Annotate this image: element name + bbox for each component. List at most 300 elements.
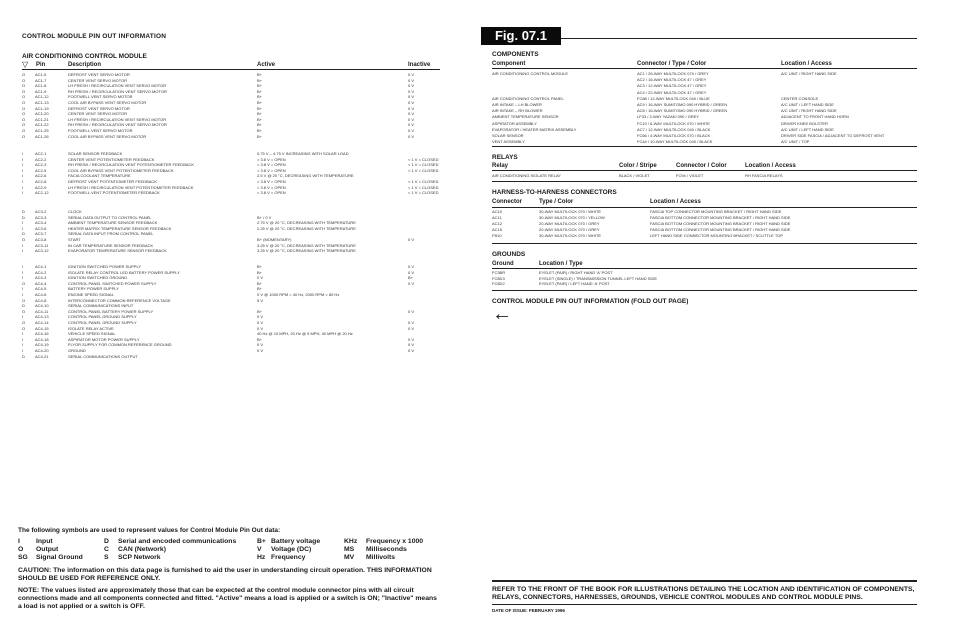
component-location: ADJACENT TO FRONT HAND HORN [781, 114, 849, 120]
pin-type: I [22, 248, 24, 254]
pin-type: I [22, 242, 24, 248]
pin-row [0, 354, 440, 359]
pin-active: B+ [257, 100, 263, 105]
pin-description: CLOCK [68, 209, 82, 214]
pin-description: RH FRESH / RECIRCULATION VENT SERVO MOTOR [68, 88, 167, 94]
pin-type: D [22, 303, 25, 309]
pin-active: B+ [257, 133, 263, 139]
pin-type: O [22, 77, 26, 83]
pin-inactive: 0 V [408, 105, 415, 111]
pin-type: D [22, 214, 25, 220]
pin-row [0, 179, 440, 184]
legend-intro: The following symbols are used to represent values for Control Module Pin Out data: [18, 527, 281, 534]
pin-type: I [22, 331, 24, 337]
pin-type: I [22, 314, 24, 320]
legend-meaning: Output [36, 546, 59, 553]
table-row [0, 77, 954, 82]
pin-type: I [22, 275, 24, 281]
pin-active: B+ [257, 286, 263, 292]
pin-description: IGNITION SWITCHED POWER SUPPLY [68, 264, 142, 269]
col-header-description: Description [68, 62, 102, 68]
pin-id: AC3-2 [35, 209, 47, 214]
h2h-connector: AC15 [492, 227, 503, 232]
pin-type: O [22, 133, 26, 139]
section-title: AIR CONDITIONING CONTROL MODULE [22, 53, 147, 60]
legend-symbol: I [18, 538, 20, 545]
table-row [0, 121, 954, 126]
pin-description: FACIA COOLANT TEMPERATURE [68, 173, 131, 179]
legend-symbol: V [257, 546, 262, 553]
pin-active: B+ [257, 111, 263, 117]
pin-description: ISOLATE RELAY ACTIVE [68, 325, 114, 331]
pin-active: B+ [257, 105, 263, 111]
pin-active: 2.75 V @ 20 °C, DECREASING WITH TEMPERATURE [257, 220, 356, 226]
legend-col-2 [104, 538, 236, 562]
relays-end-rule [492, 181, 917, 182]
pin-id: AC4-11 [35, 308, 49, 314]
pin-active: B+ (MOMENTARY) [257, 237, 292, 242]
components-end-rule [492, 146, 917, 147]
pin-type: O [22, 88, 26, 94]
pin-inactive: 0 V [408, 308, 415, 314]
pin-id: AC2-8 [35, 179, 47, 184]
pin-description: LH FRESH / RECIRCULATION VENT SERVO MOTOR [68, 116, 167, 122]
pin-inactive: < 1 V = CLOSED [408, 190, 439, 196]
pin-id: AC4-15 [35, 325, 49, 331]
pin-active: > 3.8 V = OPEN [257, 190, 286, 196]
pin-inactive: 0 V [408, 100, 415, 105]
pin-active: 0 V [257, 320, 264, 325]
pin-inactive: 0 V [408, 269, 415, 275]
header-rule [22, 69, 440, 70]
component-connector: AC1 / 26-WAY MULTILOCK 070 / GREY [637, 71, 709, 76]
pin-id: AC4-4 [35, 280, 47, 286]
pin-id: AC4-10 [35, 303, 49, 309]
legend-meaning: Voltage (DC) [271, 546, 312, 553]
component-location: A/C UNIT / LEFT HAND SIDE [781, 126, 834, 132]
pin-active: 0 V [257, 325, 264, 331]
pin-description: ASPIRATOR MOTOR POWER SUPPLY [68, 336, 140, 342]
pin-description: CENTER VENT SERVO MOTOR [68, 111, 128, 117]
component-connector: AC3 / 12-WAY MULTILOCK 47 / GREY [637, 83, 707, 89]
pin-inactive: < 1 V = CLOSED [408, 179, 439, 184]
pin-id: AC1-19 [35, 105, 49, 111]
table-row [0, 127, 954, 132]
pin-id: AC2-5 [35, 167, 47, 173]
pin-id: AC3-4 [35, 220, 47, 226]
col-header-active: Active [257, 62, 276, 68]
pin-type: O [22, 122, 26, 128]
legend-entry [344, 546, 423, 554]
component-connector: FC44 / 10-WAY MULTILOCK 040 / BLACK [637, 139, 713, 145]
h2h-type: 30-WAY MULTILOCK 070 / WHITE [539, 233, 602, 238]
pin-description: DEFROST VENT SERVO MOTOR [68, 105, 130, 111]
pin-inactive: B+ [408, 275, 414, 281]
pin-description: FOOTWELL VENT POTENTIOMETER FEEDBACK [68, 190, 160, 196]
table-row [0, 276, 954, 281]
footer-rule [492, 580, 917, 582]
pin-type: I [22, 162, 24, 168]
pin-row [0, 243, 440, 248]
pin-inactive: < 1 V = CLOSED [408, 156, 439, 162]
pin-id: AC1-5 [35, 72, 47, 77]
pin-type: I [22, 156, 24, 162]
pin-active: B+ [257, 94, 263, 100]
table-row [0, 227, 954, 232]
pin-description: EVAPORATOR TEMPERATURE SENSOR FEEDBACK [68, 248, 167, 254]
pin-inactive: < 1 V = CLOSED [408, 162, 439, 168]
components-header-location: Location / Access [781, 61, 832, 67]
legend-entry [18, 546, 83, 554]
pin-inactive: 0 V [408, 325, 415, 331]
legend-symbol: Hz [257, 554, 266, 561]
date-rule [492, 604, 917, 605]
legend-symbol: D [104, 538, 109, 545]
pin-active: B+ [257, 264, 263, 269]
pin-row [0, 326, 440, 331]
h2h-type: 20-WAY MULTILOCK 070 / GREY [539, 227, 600, 232]
pin-type: I [22, 269, 24, 275]
table-row [0, 71, 954, 76]
pin-id: AC4-1 [35, 264, 47, 269]
grounds-title: GROUNDS [492, 251, 526, 258]
legend-entry [104, 554, 236, 562]
h2h-rule [492, 207, 917, 208]
pin-description: AMBIENT TEMPERATURE SENSOR FEEDBACK [68, 220, 158, 226]
pin-description: CONTROL PANEL BATTERY POWER SUPPLY [68, 308, 154, 314]
legend-meaning: Battery voltage [271, 538, 321, 545]
pin-type: O [22, 100, 26, 105]
pin-active: 0 V [257, 342, 264, 348]
pin-type: O [22, 320, 26, 325]
pin-inactive: 0 V [408, 94, 415, 100]
pin-id: AC4-18 [35, 336, 49, 342]
pin-active: 5 V [257, 297, 264, 303]
legend-meaning: CAN (Network) [118, 546, 166, 553]
pin-type: O [22, 237, 26, 242]
pin-description: LH FRESH / RECIRCULATION VENT SERVO MOTOR [68, 83, 167, 89]
legend-symbol: O [18, 546, 24, 553]
pin-id: AC2-9 [35, 184, 47, 190]
pin-inactive: 0 V [408, 122, 415, 128]
h2h-type: 30-WAY MULTILOCK 070 / WHITE [539, 209, 602, 214]
pin-active: > 3.8 V = OPEN [257, 156, 286, 162]
pin-row [0, 314, 440, 319]
h2h-title: HARNESS-TO-HARNESS CONNECTORS [492, 189, 617, 196]
h2h-location: FASCIA BOTTOM CONNECTOR MOUNTING BRACKET / RIGHT HAND SIDE [650, 227, 791, 232]
pin-inactive: 0 V [408, 280, 415, 286]
pin-id: AC2-2 [35, 156, 47, 162]
pin-type: D [22, 353, 25, 359]
pin-description: CONTROL PANEL GROUND SUPPLY [68, 320, 137, 325]
pin-description: BATTERY POWER SUPPLY [68, 286, 119, 292]
pin-id: AC1-12 [35, 94, 49, 100]
foldout-label: CONTROL MODULE PIN OUT INFORMATION (FOLD OUT PAGE) [492, 298, 689, 305]
pin-row [0, 286, 440, 291]
legend-col-3 [257, 538, 320, 562]
pin-id: AC3-11 [35, 242, 49, 248]
pin-inactive: 0 V [408, 88, 415, 94]
legend-symbol: S [104, 554, 109, 561]
pin-id: AC4-5 [35, 286, 47, 292]
col-header-inactive: Inactive [408, 62, 431, 68]
pin-description: GROUND [68, 348, 86, 353]
pin-type: I [22, 220, 24, 226]
relays-title: RELAYS [492, 154, 518, 161]
pin-active: > 3.8 V = OPEN [257, 184, 286, 190]
pin-type: O [22, 308, 26, 314]
table-row [0, 133, 954, 138]
pin-type: O [22, 297, 26, 303]
pin-description: INTERCONNECTOR COMMON REFERENCE VOLTAGE [68, 297, 171, 303]
h2h-end-rule [492, 243, 917, 244]
pin-description: FOOTWELL VENT SERVO MOTOR [68, 128, 133, 133]
pin-description: COOL AIR BYPASS VENT SERVO MOTOR [68, 133, 147, 139]
legend-entry [257, 538, 320, 546]
pin-type: I [22, 348, 24, 353]
pin-id: AC1-22 [35, 122, 49, 128]
component-connector: AC7 / 12-WAY MULTILOCK 040 / BLACK [637, 126, 711, 132]
component-name: AIR INTAKE – RH BLOWER [492, 108, 543, 114]
pin-type: O [22, 83, 26, 89]
relays-header-location: Location / Access [745, 163, 796, 169]
h2h-connector: AC12 [492, 221, 503, 226]
pin-active: 40 Hz @ 10 MPH, 20 Hz @ 5 MPH, 40 MPH @ 20 Hz [257, 331, 353, 337]
relay-color: BLACK / VIOLET [619, 173, 650, 178]
pin-description: RH FRESH / RECIRCULATION VENT SERVO MOTOR [68, 122, 167, 128]
pin-inactive: < 1 V = CLOSED [408, 167, 439, 173]
pin-type: I [22, 342, 24, 348]
h2h-header-type: Type / Color [539, 199, 574, 205]
table-row [0, 233, 954, 238]
legend-symbol: C [104, 546, 109, 553]
pin-active: B+ [257, 269, 263, 275]
component-connector: AC9 / 16-WAY SUMITOMO 090 HYBRID / GREEN [637, 102, 728, 107]
pin-type: D [22, 231, 25, 237]
relay-name: AIR CONDITIONING ISOLATE RELAY [492, 173, 561, 178]
h2h-location: FASCIA BOTTOM CONNECTOR MOUNTING BRACKET / RIGHT HAND SIDE [650, 221, 791, 226]
pin-type: I [22, 264, 24, 269]
h2h-location: FASCIA TOP CONNECTOR MOUNTING BRACKET / RIGHT HAND SIDE [650, 209, 782, 214]
h2h-location: FASCIA BOTTOM CONNECTOR MOUNTING BRACKET / RIGHT HAND SIDE [650, 215, 791, 220]
pin-type: O [22, 280, 26, 286]
pin-id: AC4-19 [35, 342, 49, 348]
legend-meaning: Frequency x 1000 [366, 538, 424, 545]
pin-active: > 3.8 V = OPEN [257, 179, 286, 184]
pin-type: O [22, 128, 26, 133]
relays-header-relay: Relay [492, 163, 509, 169]
component-location: A/C UNIT / RIGHT HAND SIDE [781, 71, 837, 76]
table-row [0, 270, 954, 275]
pin-active: B+ [257, 128, 263, 133]
refer-text: REFER TO THE FRONT OF THE BOOK FOR ILLUSTRATIONS DETAILING THE LOCATION AND IDENTIFICATION OF COMPONENTS, RELAYS, CONNECTORS, HARNESSES, GROUNDS, VEHICLE CONTROL MODULES AND CONTROL MODULE PINS. [492, 586, 915, 601]
pin-id: AC2-6 [35, 173, 47, 179]
pin-id: AC3-12 [35, 248, 49, 254]
ground-id: FC8D3 [492, 275, 505, 281]
pin-id: AC2-12 [35, 190, 49, 196]
legend-entry [344, 554, 423, 562]
legend-symbol: MS [344, 546, 355, 553]
pin-type: I [22, 286, 24, 292]
pin-description: CENTER VENT POTENTIOMETER FEEDBACK [68, 156, 155, 162]
pin-id: AC1-8 [35, 83, 47, 89]
pin-type: I [22, 173, 24, 179]
pin-active: B+ [257, 77, 263, 83]
pin-id: AC1-21 [35, 116, 49, 122]
legend-meaning: Serial and encoded communications [118, 538, 237, 545]
relays-header-color: Color / Stripe [619, 163, 657, 169]
component-name: AIR INTAKE – LH BLOWER [492, 102, 542, 107]
pin-row [0, 151, 440, 156]
legend-meaning: Signal Ground [36, 554, 83, 561]
pin-description: SERIAL COMMUNICATIONS OUTPUT [68, 353, 138, 359]
pin-active: 3.25 V @ 20 °C, DECREASING WITH TEMPERATURE [257, 242, 356, 248]
pin-inactive: 0 V [408, 237, 415, 242]
table-row [0, 102, 954, 107]
h2h-header-connector: Connector [492, 199, 522, 205]
component-connector: AC8 / 16-WAY SUMITOMO 090 HYBRID / GREEN [637, 108, 728, 114]
ground-location: EYELET (SINGLE) / TRANSMISSION TUNNEL LEFT HAND SIDE [539, 275, 658, 281]
pin-inactive: < 1 V = CLOSED [408, 184, 439, 190]
caution-text: CAUTION: The information on this data page is furnished to aid the user in understanding circuit operation. THIS INFORMATION SHOULD BE USED FOR REFERENCE ONLY. [18, 567, 432, 582]
pin-active: > 3.8 V = OPEN [257, 167, 286, 173]
pin-active: B+ / 0 V [257, 214, 272, 220]
pin-type: I [22, 179, 24, 184]
pin-type: I [22, 292, 24, 297]
pin-active: 0 V [257, 348, 264, 353]
legend-entry [257, 546, 320, 554]
legend-meaning: Frequency [271, 554, 306, 561]
pin-active: B+ [257, 280, 263, 286]
component-location: A/C UNIT / TOP [781, 139, 810, 145]
component-connector: AC2 / 16-WAY MULTILOCK 47 / GREY [637, 77, 707, 83]
components-header-connector: Connector / Type / Color [637, 61, 707, 67]
pin-active: B+ [257, 116, 263, 122]
pin-description: CONTROL PANEL GROUND SUPPLY [68, 314, 137, 320]
pin-id: AC4-16 [35, 331, 49, 337]
relays-rule [492, 170, 917, 171]
fig-rule [561, 38, 917, 39]
grounds-header-location: Location / Type [539, 261, 583, 267]
pin-id: AC3-6 [35, 225, 47, 231]
page-title: CONTROL MODULE PIN OUT INFORMATION [22, 33, 167, 40]
table-row [0, 114, 954, 119]
pin-id: AC4-3 [35, 275, 47, 281]
legend-meaning: Millivolts [366, 554, 396, 561]
pin-active: B+ [257, 122, 263, 128]
table-row [0, 209, 954, 214]
pin-id: AC3-8 [35, 237, 47, 242]
legend-col-4 [344, 538, 423, 562]
legend-entry [18, 538, 83, 546]
component-location: A/C UNIT / LEFT HAND SIDE [781, 102, 834, 107]
legend-meaning: Input [36, 538, 53, 545]
pin-inactive: 0 V [408, 72, 415, 77]
component-location: CENTER CONSOLE [781, 95, 819, 101]
pin-type: D [22, 209, 25, 214]
pin-active: B+ [257, 72, 263, 77]
legend-symbol: MV [344, 554, 355, 561]
h2h-connector: AC10 [492, 209, 503, 214]
pin-row [0, 248, 440, 253]
pin-type: O [22, 111, 26, 117]
pin-row [0, 348, 440, 353]
pin-active: B+ [257, 336, 263, 342]
h2h-header-location: Location / Access [650, 199, 701, 205]
ground-id: FC8D2 [492, 281, 505, 286]
legend-entry [104, 546, 236, 554]
component-location: DRIVER SIDE FASCIA / ADJACENT TO DEFROST VENT [781, 133, 885, 138]
pin-description: SERIAL COMMUNICATIONS INPUT [68, 303, 134, 309]
pin-id: AC4-20 [35, 348, 49, 353]
pin-type: I [22, 190, 24, 196]
pin-row [0, 303, 440, 308]
pin-id: AC3-3 [35, 214, 47, 220]
pin-description: SERIAL DATA INPUT FROM CONTROL PANEL [68, 231, 154, 237]
pin-active: 0.75 V – 4.75 V INCREASING WITH SOLAR LOAD [257, 151, 349, 156]
pin-id: AC4-8 [35, 297, 47, 303]
pin-id: AC4-2 [35, 269, 47, 275]
pin-description: FLYOR SUPPLY FOR COMMON REFERENCE GROUND [68, 342, 172, 348]
table-row [0, 83, 954, 88]
pin-id: AC1-9 [35, 88, 47, 94]
component-name: AIR CONDITIONING CONTROL MODULE [492, 71, 569, 76]
legend-entry [257, 554, 320, 562]
pin-type: O [22, 325, 26, 331]
pin-symbol-icon: ▽ [22, 60, 29, 69]
legend-symbol: B+ [257, 538, 266, 545]
pin-description: VEHICLE SPEED SIGNAL [68, 331, 116, 337]
grounds-rule [492, 268, 917, 269]
pin-inactive: 0 V [408, 336, 415, 342]
pin-active: > 3.8 V = OPEN [257, 162, 286, 168]
arrow-left-icon: ← [492, 303, 512, 325]
pin-type: O [22, 105, 26, 111]
component-location: DRIVER KNEE BOLSTER [781, 120, 828, 126]
component-connector: FC88 / 12-WAY MULTILOCK 040 / BLUE [637, 95, 710, 101]
relay-connector: FC94 / VIOLET [676, 173, 704, 178]
pin-description: START [68, 237, 81, 242]
pin-type: O [22, 94, 26, 100]
pin-description: COOL AIR BYPASS VENT SERVO MOTOR [68, 100, 147, 105]
pin-description: RH FRESH / RECIRCULATION VENT POTENTIOMETER FEEDBACK [68, 162, 195, 168]
h2h-type: 30-WAY MULTILOCK 070 / YELLOW [539, 215, 605, 220]
pin-description: HEATER MATRIX TEMPERATURE SENSOR FEEDBACK [68, 225, 172, 231]
pin-inactive: 0 V [408, 320, 415, 325]
component-location: A/C UNIT / RIGHT HAND SIDE [781, 108, 837, 114]
pin-inactive: 0 V [408, 116, 415, 122]
h2h-connector: AC11 [492, 215, 502, 220]
pin-description: SOLAR SENSOR FEEDBACK [68, 151, 123, 156]
pin-id: AC4-21 [35, 353, 49, 359]
component-name: ASPIRATOR ASSEMBLY [492, 120, 537, 126]
pin-id: AC4-13 [35, 314, 49, 320]
table-row [0, 221, 954, 226]
pin-row [0, 264, 440, 269]
pin-row [0, 320, 440, 325]
pin-active: 3.25 V @ 20 °C, DECREASING WITH TEMPERATURE [257, 248, 356, 254]
pin-id: AC4-14 [35, 320, 49, 325]
component-connector: LF33 / 2-WAY YAZAKI 090 / GREY [637, 114, 700, 120]
pin-type: I [22, 167, 24, 173]
pin-type: I [22, 336, 24, 342]
pin-type: I [22, 151, 24, 156]
pin-id: AC2-1 [35, 151, 47, 156]
pin-description: CENTER VENT SERVO MOTOR [68, 77, 128, 83]
pin-row [0, 292, 440, 297]
ground-location: EYELET (PAIR) / RIGHT HAND 'A' POST [539, 270, 613, 275]
table-row [0, 173, 954, 178]
